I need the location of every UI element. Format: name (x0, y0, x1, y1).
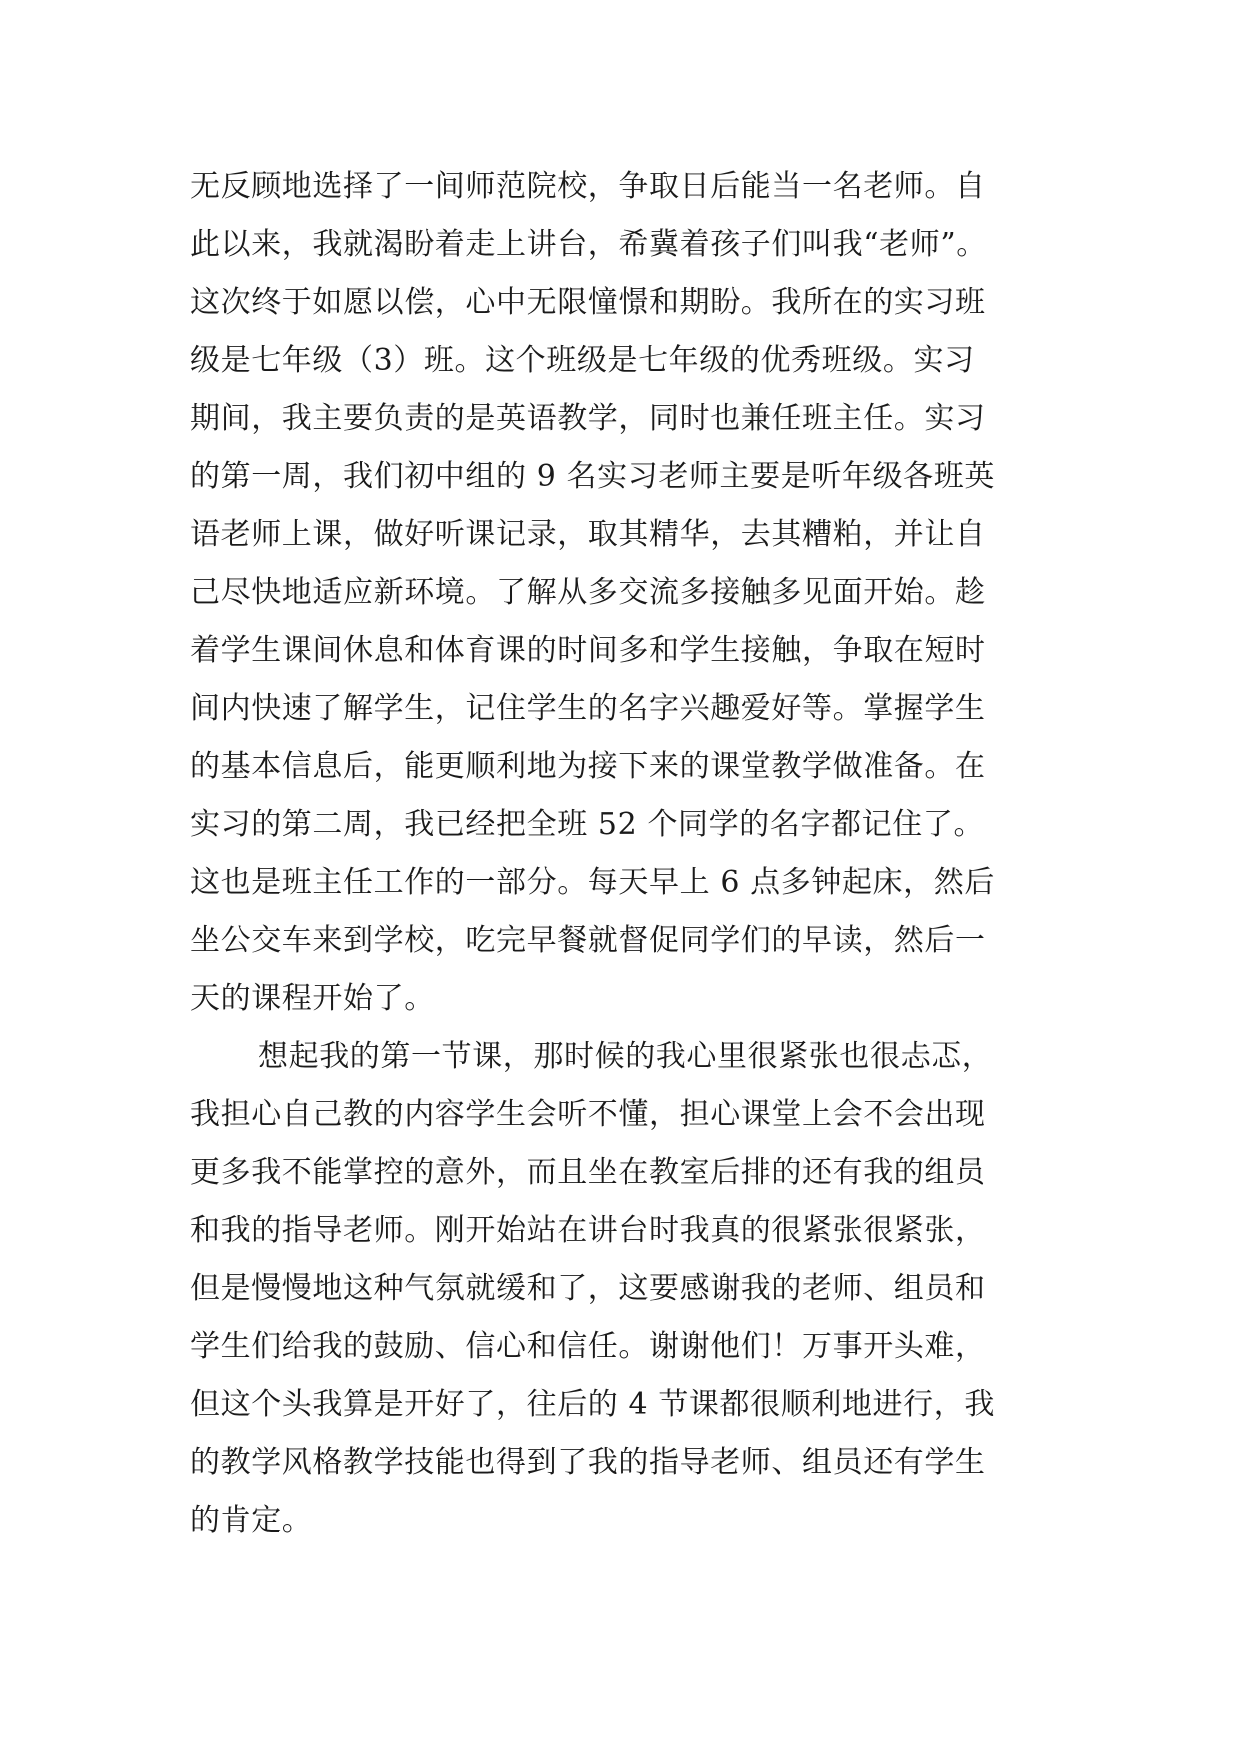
text-line: 这也是班主任工作的一部分。每天早上 6 点多钟起床，然后 (190, 865, 995, 900)
body-text (190, 158, 1090, 1550)
text-line: 想起我的第一节课，那时候的我心里很紧张也很忐忑， (258, 1039, 993, 1074)
text-line: 更多我不能掌控的意外，而且坐在教室后排的还有我的组员 (190, 1155, 986, 1190)
text-line: 和我的指导老师。刚开始站在讲台时我真的很紧张很紧张， (190, 1213, 986, 1248)
text-line: 级是七年级（3）班。这个班级是七年级的优秀班级。实习 (190, 343, 975, 378)
text-line: 此以来，我就渴盼着走上讲台，希冀着孩子们叫我“老师”。 (190, 227, 987, 262)
text-line: 己尽快地适应新环境。了解从多交流多接触多见面开始。趁 (190, 575, 986, 610)
text-line: 学生们给我的鼓励、信心和信任。谢谢他们！万事开头难， (190, 1329, 986, 1364)
paragraph-2 (190, 1028, 1090, 1550)
text-line: 语老师上课，做好听课记录，取其精华，去其糟粕，并让自 (190, 517, 986, 552)
text-line: 着学生课间休息和体育课的时间多和学生接触，争取在短时 (190, 633, 986, 668)
text-line: 的肯定。 (190, 1503, 313, 1538)
text-line: 我担心自己教的内容学生会听不懂，担心课堂上会不会出现 (190, 1097, 986, 1132)
text-line: 间内快速了解学生，记住学生的名字兴趣爱好等。掌握学生 (190, 691, 986, 726)
text-line: 但是慢慢地这种气氛就缓和了，这要感谢我的老师、组员和 (190, 1271, 986, 1306)
text-line: 无反顾地选择了一间师范院校，争取日后能当一名老师。自 (190, 169, 986, 204)
text-line: 但这个头我算是开好了，往后的 4 节课都很顺利地进行，我 (190, 1387, 995, 1422)
text-line: 的基本信息后，能更顺利地为接下来的课堂教学做准备。在 (190, 749, 986, 784)
text-line: 的第一周，我们初中组的 9 名实习老师主要是听年级各班英 (190, 459, 995, 494)
text-line: 这次终于如愿以偿，心中无限憧憬和期盼。我所在的实习班 (190, 285, 986, 320)
text-line: 坐公交车来到学校，吃完早餐就督促同学们的早读，然后一 (190, 923, 986, 958)
text-line: 期间，我主要负责的是英语教学，同时也兼任班主任。实习 (190, 401, 986, 436)
text-line: 的教学风格教学技能也得到了我的指导老师、组员还有学生 (190, 1445, 986, 1480)
paragraph-1 (190, 158, 1090, 1028)
text-line: 实习的第二周，我已经把全班 52 个同学的名字都记住了。 (190, 807, 985, 842)
text-line: 天的课程开始了。 (190, 981, 435, 1016)
